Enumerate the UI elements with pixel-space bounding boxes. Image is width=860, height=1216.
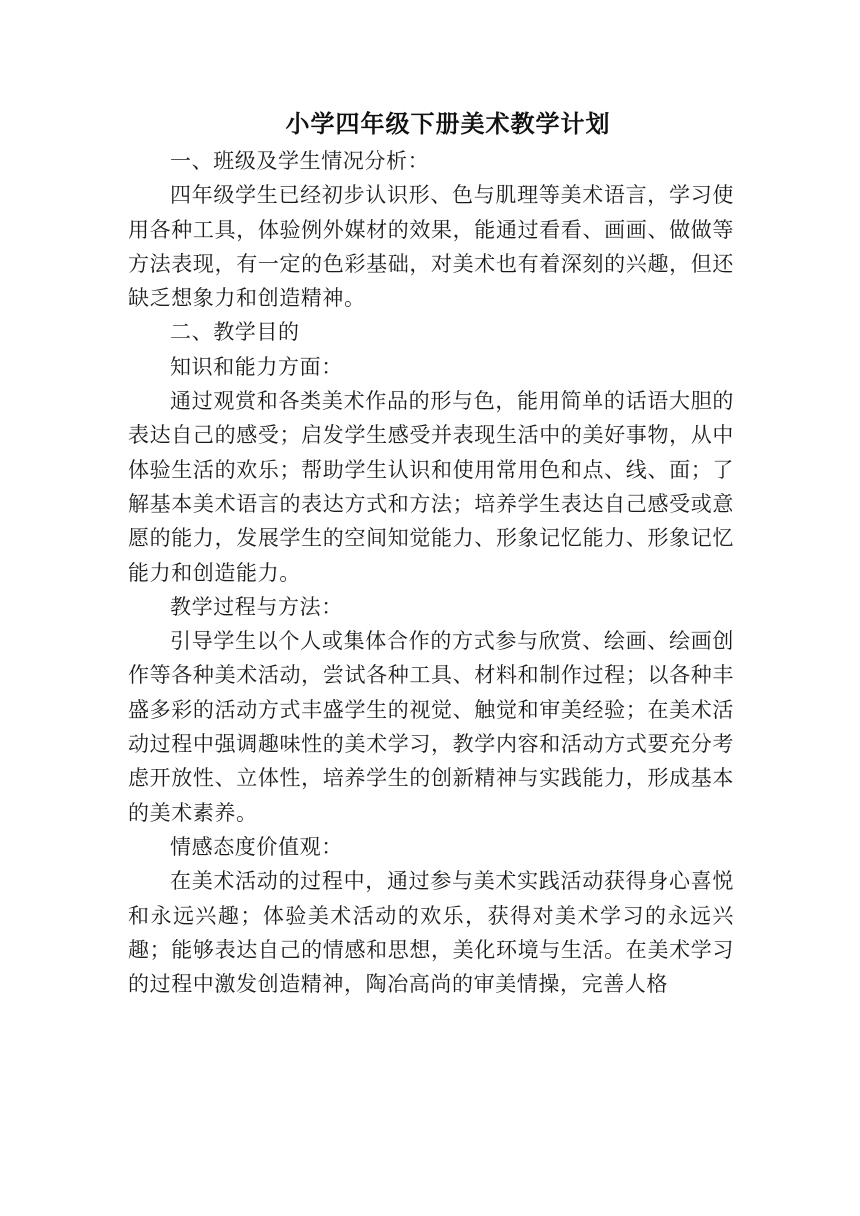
document-title: 小学四年级下册美术教学计划 bbox=[285, 109, 611, 138]
subheading-emotion-values: 情感态度价值观： bbox=[170, 834, 343, 859]
subheading-knowledge-ability: 知识和能力方面： bbox=[170, 354, 343, 379]
section-heading-teaching-goals: 二、教学目的 bbox=[170, 320, 300, 345]
paragraph-class-analysis: 四年级学生已经初步认识形、色与肌理等美术语言，学习使用各种工具，体验例外媒材的效果，能通过看看、画画、做做等方法表现，有一定的色彩基础，对美术也有着深刻的兴趣，但还缺乏想象力和创造精神。 bbox=[128, 183, 734, 311]
paragraph-emotion-values: 在美术活动的过程中，通过参与美术实践活动获得身心喜悦和永远兴趣；体验美术活动的欢乐，获得对美术学习的永远兴趣；能够表达自己的情感和思想，美化环境与生活。在美术学习的过程中激发创造精神，陶冶高尚的审美情操，完善人格 bbox=[128, 869, 734, 997]
paragraph-process-method: 引导学生以个人或集体合作的方式参与欣赏、绘画、绘画创作等各种美术活动，尝试各种工具、材料和制作过程；以各种丰盛多彩的活动方式丰盛学生的视觉、触觉和审美经验；在美术活动过程中强调趣味性的美术学习，教学内容和活动方式要充分考虑开放性、立体性，培养学生的创新精神与实践能力，形成基本的美术素养。 bbox=[128, 629, 734, 825]
document-body bbox=[128, 104, 734, 1001]
section-heading-class-analysis: 一、班级及学生情况分析： bbox=[170, 149, 430, 173]
paragraph-knowledge-ability: 通过观赏和各类美术作品的形与色，能用简单的话语大胆的表达自己的感受；启发学生感受并表现生活中的美好事物，从中体验生活的欢乐；帮助学生认识和使用常用色和点、线、面；了解基本美术语言的表达方式和方法；培养学生表达自己感受或意愿的能力，发展学生的空间知觉能力、形象记忆能力、形象记忆能力和创造能力。 bbox=[128, 389, 734, 585]
subheading-process-method: 教学过程与方法： bbox=[170, 594, 343, 619]
